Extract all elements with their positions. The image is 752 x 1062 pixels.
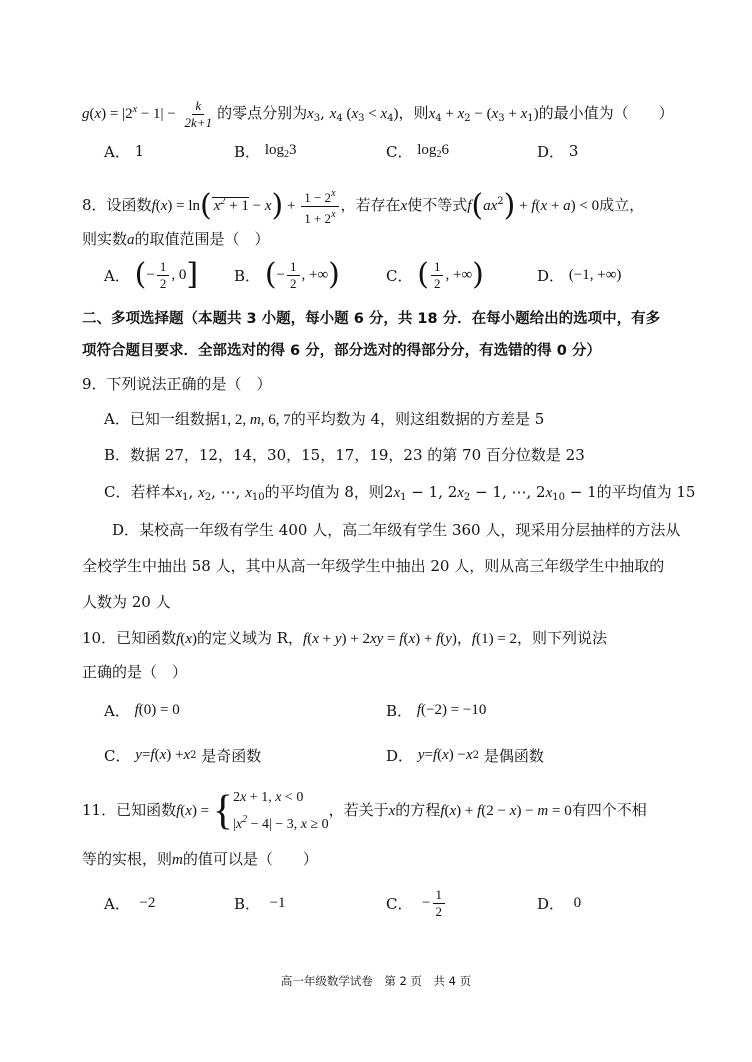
q11-stem-line2: 等的实根，则m的值可以是（ ）	[82, 850, 318, 868]
q10-options-row1	[0, 690, 752, 730]
q7-text-then: ，则	[398, 104, 429, 122]
section2-heading-line2: 项符合题目要求．全部选对的得 6 分，部分选对的得部分分，有选错的得 0 分）	[82, 343, 601, 359]
q10-options-row2	[0, 735, 752, 775]
q8-option-b[interactable]: B． ( − $\frac{1}{2}$ , +∞ )	[234, 257, 340, 292]
q10-option-b[interactable]: B． f (−2) = −10	[386, 701, 487, 720]
q11-option-d[interactable]: D． 0	[537, 894, 582, 913]
q7-option-b[interactable]: B． $\log_23$	[234, 142, 297, 161]
q9-option-d-line3: 人数为 20 人	[82, 593, 171, 611]
q9-stem: 9．下列说法正确的是（ ）	[82, 375, 272, 393]
q8-option-d[interactable]: D． (−1, +∞)	[537, 266, 622, 285]
q8-stem-line2: 则实数a的取值范围是（ ）	[82, 230, 270, 248]
q8-stem: 8．设函数f(x) = ln( $x^2 + 1 - x$) + $\frac{1 - 2^x}{1 + 2^x}$ ，若存在x使不等式$f(ax^2) + f(x + a) < 0$成立，	[82, 187, 645, 226]
section2-heading: 二、多项选择题（本题共 3 小题，每小题 6 分，共 18 分．在每小题给出的选项中，有多	[82, 311, 661, 327]
q11-option-a[interactable]: A． −2	[104, 894, 156, 913]
q10-option-d[interactable]: D． y = f ( x ) − x 2 是偶函数	[386, 746, 544, 765]
q7-text-zeros: 的零点分别为	[217, 104, 308, 122]
q8-option-a[interactable]: A． ( − $\frac{1}{2}$ , 0 ]	[104, 257, 199, 292]
q9-option-b[interactable]: B．数据 27，12，14，30，15，17，19，23 的第 70 百分位数是 23	[104, 446, 585, 464]
q7-option-a[interactable]: A． 1	[104, 142, 145, 161]
q11-stem: 11．已知函数f(x) = { 2x + 1, x < 0 $|x^2 - 4| - 3$, x ≥ 0 ，若关于x的方程f(x) + f(2 − x) − m = 0有四个不相	[82, 788, 647, 834]
q7-text-min: 的最小值为（ ）	[538, 104, 674, 122]
q7-option-d[interactable]: D． 3	[537, 142, 579, 161]
q8-options	[0, 255, 752, 295]
q9-option-d[interactable]: D．某校高一年级有学生 400 人，高二年级有学生 360 人，现采用分层抽样的方法从	[112, 521, 681, 539]
q7-stem: $g(x) = |2^x - 1|$ − $\frac{k}{2k+1}$ 的零点分别为$x_3$, $x_4$ $(x_3 < x_4)$，则$x_4 + x_2 - (x_3 + x_1)$的最小值为（ ）	[82, 97, 674, 130]
q10-option-a[interactable]: A． f (0) = 0	[104, 701, 180, 720]
q11-option-c[interactable]: C． − $\frac{1}{2}$	[386, 883, 447, 923]
q10-stem-line2: 正确的是（ ）	[82, 663, 188, 681]
q11-option-b[interactable]: B． −1	[234, 894, 286, 913]
q8-option-c[interactable]: C． ( $\frac{1}{2}$ , +∞ )	[386, 257, 484, 292]
q9-option-d-line2: 全校学生中抽出 58 人，其中从高一年级学生中抽出 20 人，则从高三年级学生中抽取的	[82, 557, 665, 575]
page-footer: 高一年级数学试卷 第 2 页 共 4 页	[280, 974, 472, 988]
q7-options	[0, 131, 752, 171]
q9-option-c[interactable]: C．若样本$x_1$, $x_2$, ⋯, $x_{10}$的平均值为 8，则$2x_1 - 1$, $2x_2 - 1$, ⋯, $2x_{10} - 1$的平均值为 15	[104, 483, 696, 503]
q10-stem: 10．已知函数f(x)的定义域为 R，f(x + y) + 2xy = f(x) + f(y)，f(1) = 2，则下列说法	[82, 629, 608, 647]
q10-option-c[interactable]: C． y = f ( x ) + x 2 是奇函数	[104, 746, 262, 765]
q11-options	[0, 883, 752, 923]
q9-option-a[interactable]: A．已知一组数据1, 2, m, 6, 7的平均数为 4，则这组数据的方差是 5	[104, 410, 545, 428]
q7-option-c[interactable]: C． $\log_26$	[386, 142, 449, 161]
